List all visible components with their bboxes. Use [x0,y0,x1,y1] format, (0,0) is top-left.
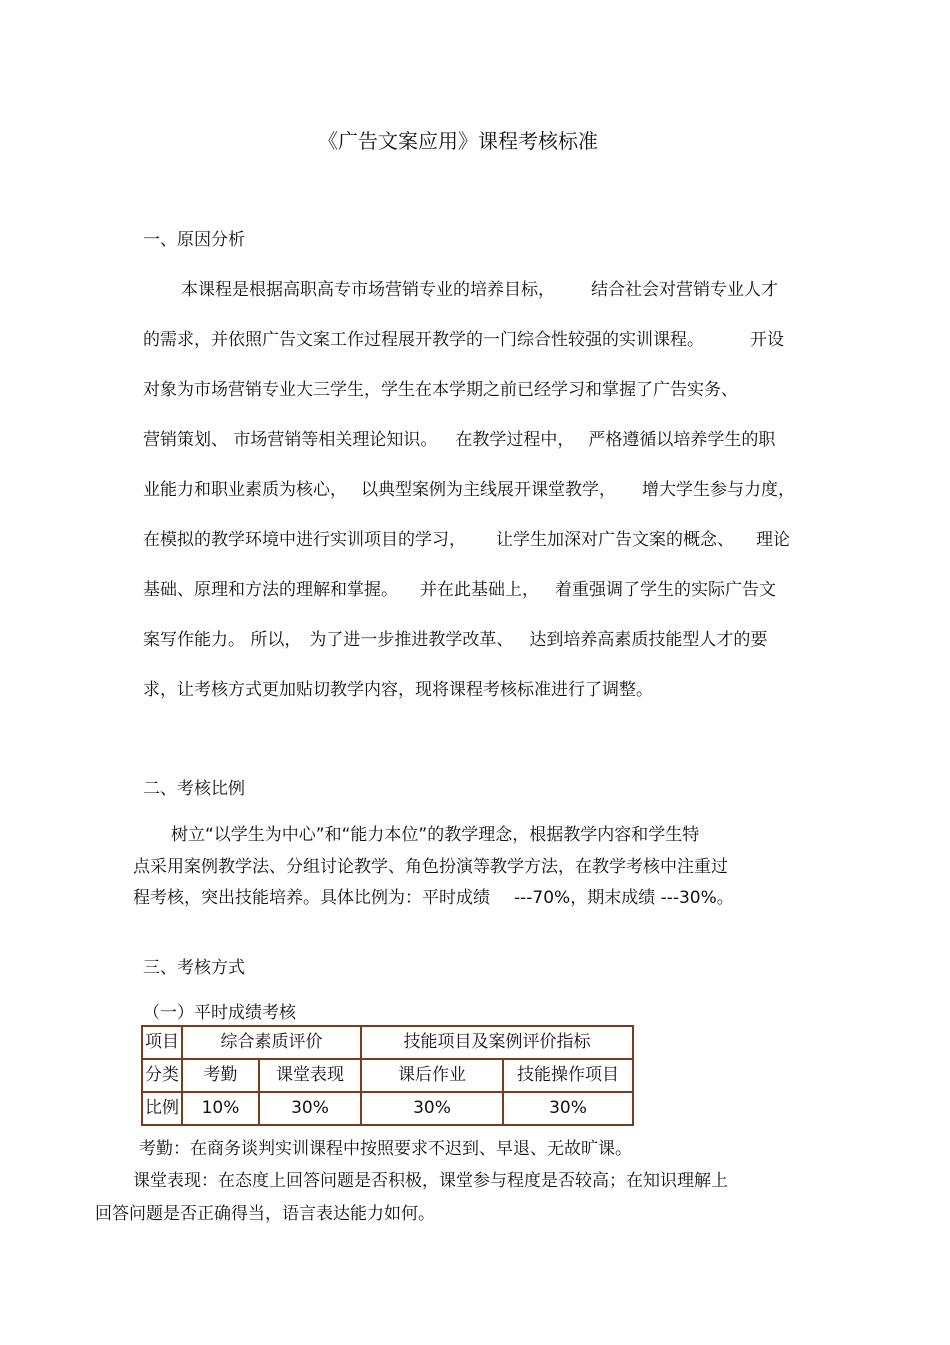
table-cell: 综合素质评价 [182,1026,361,1059]
text-segment: 案写作能力。 所以， [143,630,302,650]
table-cell: 比例 [142,1092,182,1125]
text-segment: 增大学生参与力度， [642,480,795,500]
attendance-note: 考勤：在商务谈判实训课程中按照要求不迟到、早退、无故旷课。 [139,1139,632,1159]
table-cell: 10% [182,1092,259,1125]
text-segment: 本课程是根据高职高专市场营销专业的培养目标， [181,280,555,300]
section1-line-4 [143,432,775,449]
text-segment: 的需求，并依照广告文案工作过程展开教学的一门综合性较强的实训课程。 [143,330,704,350]
section2-heading: 二、考核比例 [143,779,245,799]
table-cell: 考勤 [182,1059,259,1092]
section3-subheading: （一）平时成绩考核 [143,1003,296,1023]
section2-line-2 [133,859,728,876]
table-row [142,1092,633,1125]
section1-heading: 一、原因分析 [143,230,245,250]
section1-line-7 [143,582,776,599]
section1-line-8 [143,632,767,649]
text-segment: 树立“以学生为中心”和“能力本位”的教学理念，根据教学内容和学生特 [171,825,700,845]
text-segment: 点采用案例教学法、分组讨论教学、角色扮演等教学方法，在教学考核中注重过 [133,857,728,877]
text-segment: 开设 [750,330,784,350]
text-segment: ---70%，期末成绩 ---30%。 [514,888,734,908]
section1-line-2 [143,332,784,349]
text-segment: 让学生加深对广告文案的概念、 [496,530,734,550]
text-segment: 对象为市场营销专业大三学生，学生在本学期之前已经学习和掌握了广告实务、 [143,380,738,400]
table-cell: 技能项目及案例评价指标 [361,1026,633,1059]
section1-line-5 [143,482,795,499]
table-cell: 30% [361,1092,503,1125]
table-cell: 分类 [142,1059,182,1092]
text-segment: 并在此基础上， [420,580,539,600]
text-segment: 严格遵循以培养学生的职 [588,430,776,450]
section3-heading: 三、考核方式 [143,958,245,978]
text-segment: 业能力和职业素质为核心， [143,480,347,500]
text-segment: 程考核，突出技能培养。具体比例为：平时成绩 [133,888,490,908]
table-cell: 技能操作项目 [503,1059,633,1092]
class-performance-note-1: 课堂表现：在态度上回答问题是否积极，课堂参与程度是否较高；在知识理解上 [133,1171,728,1191]
section1-line-3 [143,382,738,399]
text-segment: 基础、原理和方法的理解和掌握。 [143,580,398,600]
section1-line-1 [181,282,778,299]
assessment-table [141,1025,634,1126]
text-segment: 求，让考核方式更加贴切教学内容，现将课程考核标准进行了调整。 [143,680,653,700]
text-segment: 着重强调了学生的实际广告文 [555,580,776,600]
table-row [142,1026,633,1059]
table-cell: 课后作业 [361,1059,503,1092]
section2-line-3 [133,890,734,907]
text-segment: 结合社会对营销专业人才 [591,280,778,300]
table-cell: 项目 [142,1026,182,1059]
text-segment: 为了进一步推进教学改革、 [309,630,514,650]
class-performance-note-2: 回答问题是否正确得当，语言表达能力如何。 [95,1204,435,1224]
text-segment: 营销策划、 市场营销等相关理论知识。 [143,430,438,450]
section1-line-9 [143,682,653,699]
text-segment: 理论 [756,530,790,550]
text-segment: 以典型案例为主线展开课堂教学， [361,480,616,500]
section1-line-6 [143,532,790,549]
text-segment: 在模拟的教学环境中进行实训项目的学习， [143,530,466,550]
table-cell: 30% [503,1092,633,1125]
table-row [142,1059,633,1092]
section2-line-1 [171,827,699,844]
document-title: 《广告文案应用》课程考核标准 [318,129,598,153]
text-segment: 达到培养高素质技能型人才的要 [529,630,768,650]
text-segment: 在教学过程中， [455,430,575,450]
table-cell: 30% [259,1092,361,1125]
table-cell: 课堂表现 [259,1059,361,1092]
